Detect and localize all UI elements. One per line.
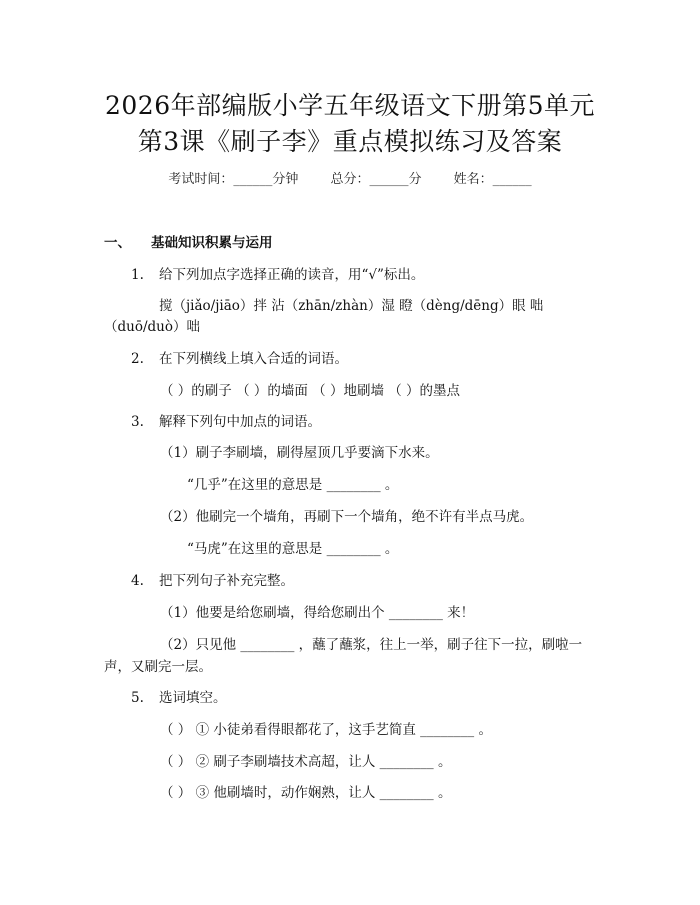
question-3 bbox=[131, 410, 321, 430]
q1-pinyin-line-a: 搅（jiǎo/jiāo）拌 沾（zhān/zhàn）湿 瞪（dèng/dēng）眼 咄 bbox=[159, 298, 544, 314]
total-score: 总分：______分 bbox=[330, 172, 422, 187]
question-number: 3. bbox=[131, 414, 144, 430]
question-text: 在下列横线上填入合适的词语。 bbox=[159, 351, 348, 367]
section-heading bbox=[104, 231, 273, 251]
question-number: 4. bbox=[131, 573, 144, 589]
q5-option-2: （ ） ② 刷子李刷墙技术高超，让人 ________ 。 bbox=[160, 754, 452, 770]
question-4 bbox=[131, 569, 294, 589]
title-line-1: 2026年部编版小学五年级语文下册第5单元 bbox=[104, 91, 596, 120]
q5-option-1: （ ） ① 小徒弟看得眼都花了，这手艺简直 ________ 。 bbox=[160, 722, 492, 738]
student-name: 姓名：______ bbox=[453, 172, 532, 187]
q3-sentence-1: （1）刷子李刷墙，刷得屋顶几乎要滴下水来。 bbox=[160, 445, 439, 461]
q4-sentence-1: （1）他要是给您刷墙，得给您刷出个 ________ 来！ bbox=[160, 605, 475, 621]
q1-pinyin-line-b: （duō/duò）咄 bbox=[104, 319, 200, 335]
q3-sentence-2: （2）他刷完一个墙角，再刷下一个墙角，绝不许有半点马虎。 bbox=[160, 509, 534, 525]
section-number: 一、 bbox=[104, 235, 131, 251]
question-number: 5. bbox=[131, 690, 144, 706]
question-number: 1. bbox=[131, 267, 144, 283]
question-5 bbox=[131, 686, 227, 706]
question-text: 选词填空。 bbox=[159, 690, 227, 706]
question-text: 解释下列句中加点的词语。 bbox=[159, 414, 321, 430]
question-2 bbox=[131, 347, 348, 367]
q5-option-3: （ ） ③ 他刷墙时，动作娴熟，让人 ________ 。 bbox=[160, 785, 452, 801]
q3-answer-1: “几乎”在这里的意思是 ________ 。 bbox=[187, 477, 399, 493]
q4-sentence-2b: 声，又刷完一层。 bbox=[104, 659, 212, 675]
question-text: 给下列加点字选择正确的读音，用“√”标出。 bbox=[159, 267, 425, 283]
title-line-2: 第3课《刷子李》重点模拟练习及答案 bbox=[137, 127, 563, 156]
question-1 bbox=[131, 263, 424, 283]
section-title: 基础知识积累与运用 bbox=[151, 235, 273, 251]
exam-time: 考试时间：______分钟 bbox=[168, 172, 299, 187]
exam-meta bbox=[0, 168, 700, 187]
question-number: 2. bbox=[131, 351, 144, 367]
q2-fill-line: （ ）的刷子 （ ）的墙面 （ ）地刷墙 （ ）的墨点 bbox=[160, 383, 461, 399]
q3-answer-2: “马虎”在这里的意思是 ________ 。 bbox=[187, 541, 399, 557]
q4-sentence-2a: （2）只见他 ________ ，蘸了蘸浆，往上一举，刷子往下一拉，刷啦一 bbox=[160, 637, 583, 653]
question-text: 把下列句子补充完整。 bbox=[159, 573, 294, 589]
